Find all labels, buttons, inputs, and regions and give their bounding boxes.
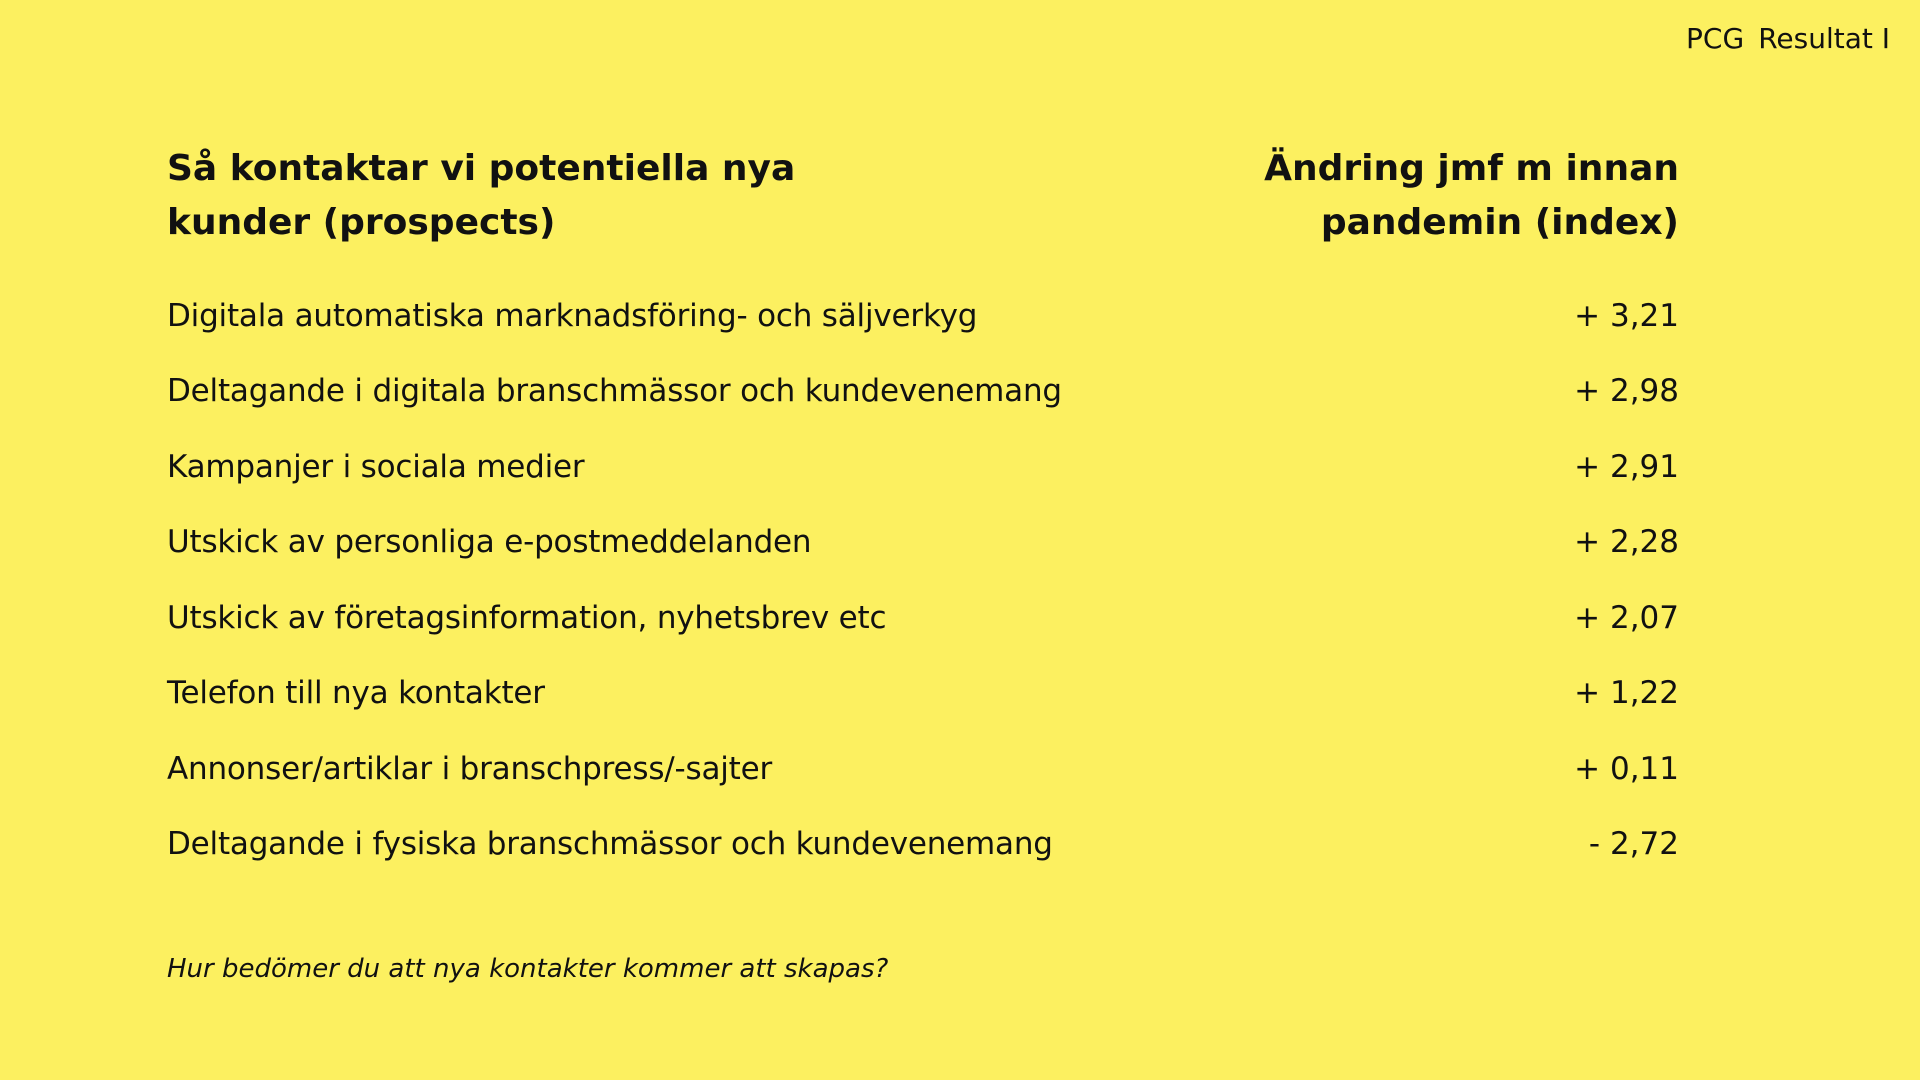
row-value: + 2,28 [1574,524,1679,561]
table-header [167,142,1679,250]
section-name: Resultat I [1758,22,1890,55]
row-label: Utskick av personliga e-postmeddelanden [167,524,812,561]
row-value: + 2,91 [1574,448,1679,485]
row-value: + 1,22 [1574,675,1679,712]
row-value: + 2,98 [1574,373,1679,410]
results-table [167,142,1679,882]
row-value: + 0,11 [1574,750,1679,787]
table-row [167,505,1679,581]
row-label: Annonser/artiklar i branschpress/-sajter [167,750,773,787]
row-label: Telefon till nya kontakter [167,675,545,712]
row-label: Digitala automatiska marknadsföring- och säljverkyg [167,297,978,334]
survey-question: Hur bedömer du att nya kontakter kommer att skapas? [167,954,889,984]
table-row [167,807,1679,883]
row-label: Deltagande i fysiska branschmässor och kundevenemang [167,826,1053,863]
table-title: Så kontaktar vi potentiella nya kunder (prospects) [167,148,796,243]
table-row [167,278,1679,354]
row-label: Utskick av företagsinformation, nyhetsbrev etc [167,599,887,636]
section-label [1686,22,1890,55]
table-row [167,731,1679,807]
table-row [167,580,1679,656]
row-label: Kampanjer i sociala medier [167,448,585,485]
row-label: Deltagande i digitala branschmässor och kundevenemang [167,373,1062,410]
row-value: + 3,21 [1574,297,1679,334]
row-value: + 2,07 [1574,599,1679,636]
table-row [167,656,1679,732]
row-value: - 2,72 [1588,826,1679,863]
metric-header: Ändring jmf m innan pandemin (index) [1264,148,1679,243]
table-rows [167,278,1679,882]
table-row [167,429,1679,505]
table-row [167,354,1679,430]
brand-name: PCG [1686,22,1745,55]
